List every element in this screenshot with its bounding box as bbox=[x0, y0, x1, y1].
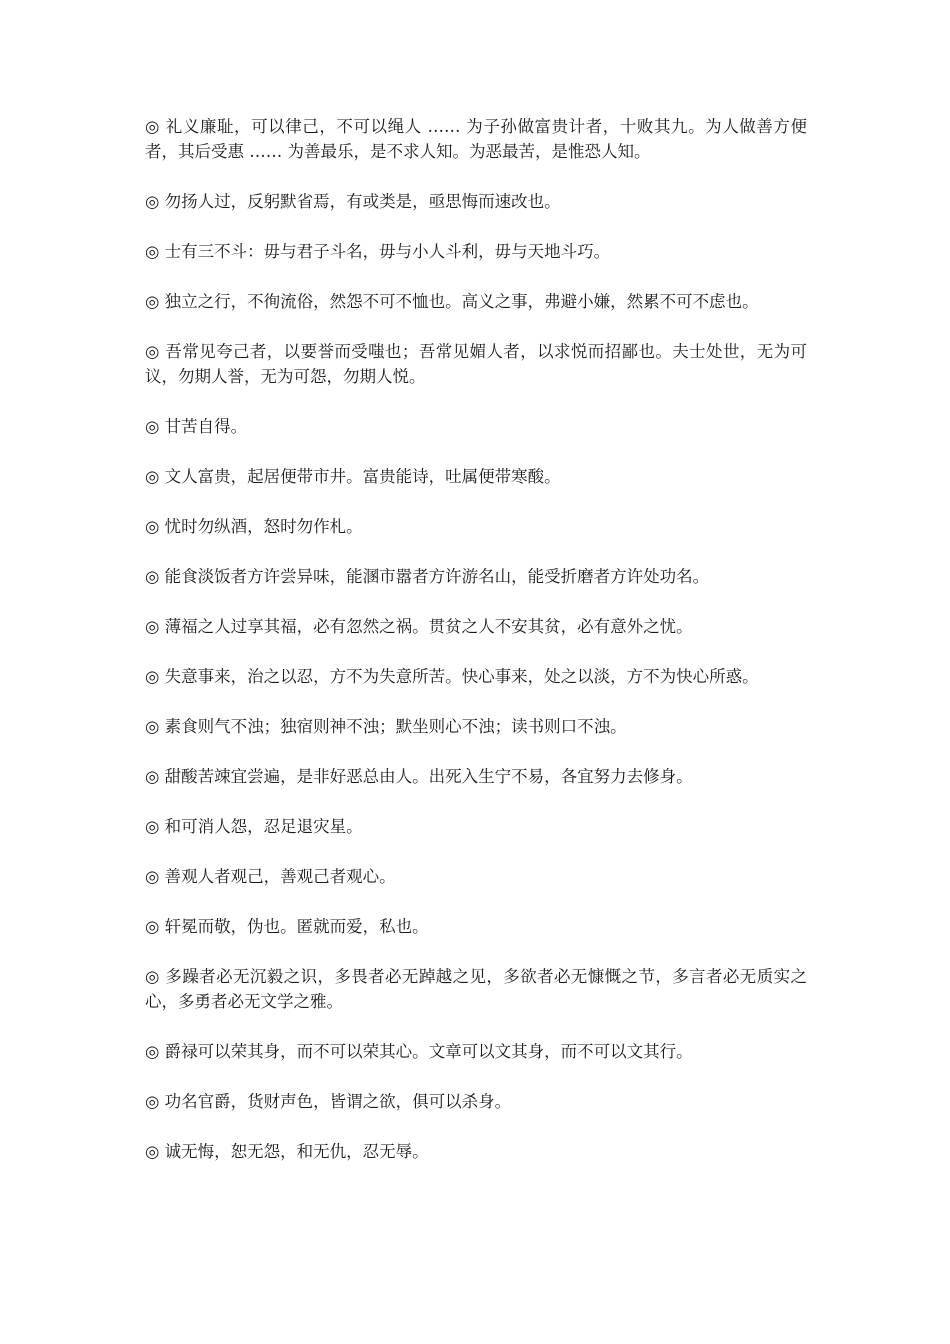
maxim-entry-6: ◎ 甘苦自得。 bbox=[145, 417, 248, 436]
maxim-entry-12: ◎ 素食则气不浊；独宿则神不浊；默坐则心不浊；读书则口不浊。 bbox=[145, 717, 627, 736]
maxim-entry-5: ◎ 吾常见夸己者，以要誉而受嗤也；吾常见媚人者，以求悦而招鄙也。夫士处世，无为可议，勿期人誉，无为可怨，勿期人悦。 bbox=[145, 342, 807, 386]
maxim-entry-2: ◎ 勿扬人过，反躬默省焉，有或类是，亟思悔而速改也。 bbox=[145, 192, 561, 211]
maxim-entry-16: ◎ 轩冕而敬，伪也。匿就而爱，私也。 bbox=[145, 917, 429, 936]
maxim-entry-3: ◎ 士有三不斗：毋与君子斗名，毋与小人斗利，毋与天地斗巧。 bbox=[145, 242, 611, 261]
maxim-entry-15: ◎ 善观人者观己，善观己者观心。 bbox=[145, 867, 396, 886]
maxim-entry-11: ◎ 失意事来，治之以忍，方不为失意所苦。快心事来，处之以淡，方不为快心所惑。 bbox=[145, 667, 759, 686]
maxim-entry-4: ◎ 独立之行，不徇流俗，然怨不可不恤也。高义之事，弗避小嫌，然累不可不虑也。 bbox=[145, 292, 759, 311]
maxim-entry-14: ◎ 和可消人怨，忍足退灾星。 bbox=[145, 817, 363, 836]
maxim-entry-17: ◎ 多躁者必无沉毅之识，多畏者必无踔越之见，多欲者必无慷慨之节，多言者必无质实之心，多勇者必无文学之雅。 bbox=[145, 967, 807, 1011]
maxim-entry-7: ◎ 文人富贵，起居便带市井。富贵能诗，吐属便带寒酸。 bbox=[145, 467, 561, 486]
maxim-entry-10: ◎ 薄福之人过享其福，必有忽然之祸。贯贫之人不安其贫，必有意外之忧。 bbox=[145, 617, 693, 636]
maxim-entry-9: ◎ 能食淡饭者方许尝异味，能溷市嚣者方许游名山，能受折磨者方许处功名。 bbox=[145, 567, 710, 586]
document-page bbox=[145, 114, 807, 1189]
maxim-entry-19: ◎ 功名官爵，货财声色，皆谓之欲，俱可以杀身。 bbox=[145, 1092, 512, 1111]
maxim-entry-20: ◎ 诚无悔，恕无怨，和无仇，忍无辱。 bbox=[145, 1142, 429, 1161]
maxim-entry-8: ◎ 忧时勿纵酒，怒时勿作札。 bbox=[145, 517, 363, 536]
maxim-entry-1: ◎ 礼义廉耻，可以律己，不可以绳人 …… 为子孙做富贵计者，十败其九。为人做善方便者，其后受惠 …… 为善最乐，是不求人知。为恶最苦，是惟恐人知。 bbox=[145, 117, 807, 161]
maxim-entry-13: ◎ 甜酸苦竦宜尝遍，是非好恶总由人。出死入生宁不易，各宜努力去修身。 bbox=[145, 767, 693, 786]
maxim-entry-18: ◎ 爵禄可以荣其身，而不可以荣其心。文章可以文其身，而不可以文其行。 bbox=[145, 1042, 693, 1061]
